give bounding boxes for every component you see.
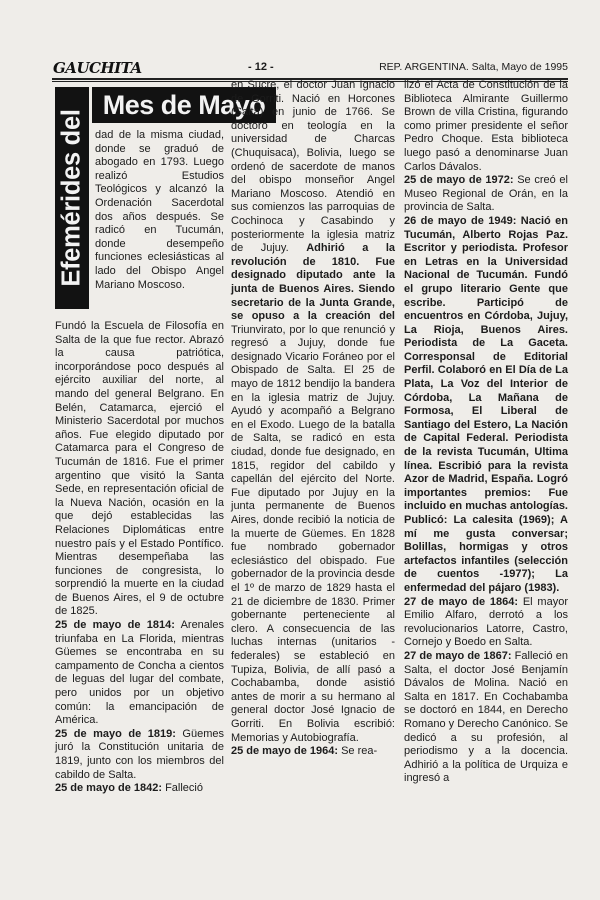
entry-1972: [404, 174, 568, 215]
entry-date: 25 de mayo de 1842:: [55, 782, 163, 795]
header-dateline: REP. ARGENTINA. Salta, Mayo de 1995: [379, 61, 568, 73]
entry-1814: [55, 619, 224, 728]
vertical-title-bar: [55, 87, 89, 309]
entry-date: 25 de mayo de 1814:: [55, 619, 175, 632]
column-1-body: [55, 320, 224, 796]
entry-date: 25 de mayo de 1819:: [55, 727, 176, 740]
logo-text: GAUCHITA: [53, 59, 142, 77]
column-2-paragraph: [231, 79, 395, 745]
entry-text: Arenales triunfaba en La Florida, mientras Güemes se encontraba en su campamento de Concha a cientos de leguas del lugar del combate, pero unidos por un objetivo común: la emancipación de América.: [55, 619, 224, 727]
entry-date: 27 de mayo de 1864:: [404, 595, 519, 608]
column-3: [404, 79, 568, 786]
entry-text: Falleció: [165, 782, 203, 795]
vertical-title: Efemérides del: [57, 109, 86, 287]
entry-text: Falleció en Salta, el doctor José Benjamín Dávalos de Molina. Nació en Salta en 1817. En Cochabamba se doctoró en 1844, en Derecho Romano y Derecho Canónico. Se dedicó a su profesión, al periodismo y a la docencia. Adhirió a la política de Urquiza e ingresó a: [404, 649, 568, 785]
column-1-paragraph: Fundó la Escuela de Filosofía en Salta de la que fue rector. Abrazó la causa patriótica, incorporándose poco después al ejército auxiliar del norte, al mando del general Belgrano. En Belén, Catamarca, ejerció el Ministerio Sacerdotal por muchos años. Fue elegido diputado por Catamarca para el Congreso de Tucumán de 1816. Fue el primer argentino que visitó la Santa Sede, en representación oficial de la Nueva Nación, ocasión en la que dejó establecidas las Relaciones Diplomáticas entre nuestro país y el Estado Pontífico. Mientras desempeñaba las funciones de congresista, lo sorprendió la muerte en la ciudad de Buenos Aires, el 9 de octubre de 1825.: [55, 320, 224, 618]
entry-text: Nació en Tucumán, Alberto Rojas Paz. Escritor y periodista. Profesor en Letras en la Universidad Nacional de Tucumán. Fundó el grupo literario Gente que escribe. Participó de encuentros en Córdoba, Jujuy, La Rioja, Buenos Aires. Periodista de La Gaceta. Corresponsal de Editorial Perfil. Colaboró en El Día de La Plata, La Voz del Interior de Córdoba, La Mañana de Formosa, El Liberal de Santiago del Estero, La Nación de Capital Federal. Periodista de la revista Tucumán, Ultima línea. Escribió para la revista Azor de Madrid, España. Logró importantes premios: Fue incluido en muchas antologías. Publicó: La calesita (1969); A mí me gusta conversar; Bolillas, hormigas y otros artefactos infantiles (selección de cuentos -1977); La enfermedad del pájaro (1983).: [404, 214, 568, 594]
entry-1819: [55, 728, 224, 782]
section-title: Mes de Mayo: [102, 89, 266, 120]
column-2: [231, 79, 395, 759]
page-header: [52, 58, 568, 80]
entry-1867: [404, 650, 568, 786]
gorriti-bio-cont: Triunvirato, por lo que renunció y regresó a Jujuy, donde fue designado Vicario Foráneo por el Obispado de Salta. El 25 de mayo de 1812 bendijo la bandera en la iglesia matriz de Jujuy. Ayudó y acompañó a Belgrano en el Exodo. Luego de la batalla de Salta, se radicó en esta ciudad, donde fue designado, en 1815, regidor del cabildo y capellán del ejército del Norte. Fue diputado por Jujuy en la junta permanente de Buenos Aires, donde recibió la noticia de la muerte de Güemes. En 1828 fue nombrado gobernador eclesiástico del obispado. Fue gobernador de la provincia desde el 1º de marzo de 1829 hasta el 21 de diciembre de 1830. Primer gobernante perteneciente al clero. A consecuencia de las luchas internas (unitarios -federales) se estableció en Tupiza, Bolivia, de allí pasó a Cochabamba, donde asistió antes de morir a su hermano al general doctor José Ignacio de Gorriti. En Bolivia escribió: Memorias y Autobiografía.: [231, 323, 395, 744]
gauchita-logo: [52, 58, 142, 78]
column-1-top: [95, 129, 224, 292]
column-3-paragraph: lizó el Acta de Constitución de la Biblioteca Almirante Guillermo Brown de villa Cristina, figurando como primer presidente el señor Pedro Choque. Esta biblioteca luego pasó a denominarse Juan Carlos Dávalos.: [404, 79, 568, 173]
entry-date: 25 de mayo de 1964:: [231, 745, 339, 758]
entry-date: 26 de mayo de 1949:: [404, 214, 517, 227]
gorriti-bio-bold: Adhirió a la revolución de 1810. Fue designado diputado ante la junta de Buenos Aires. Siendo secretario de la Junta Grande, se opuso a la creación del: [231, 242, 395, 323]
entry-1949: [404, 215, 568, 596]
entry-text: Güemes juró la Constitución unitaria de 1819, junto con los miembros del cabildo de Salta.: [55, 727, 224, 781]
entry-text: Se creó el Museo Regional de Orán, en la provincia de Salta.: [404, 174, 568, 214]
page-number: - 12 -: [248, 61, 274, 73]
gorriti-bio: en Sucre, el doctor Juan Ignacio de Gorriti. Nació en Horcones (Salta) en junio de 1766. Se doctoró en teología en la universidad de Charcas (Chuquisaca), Bolivia, luego se ordenó de sacerdote de manos del obispo monseñor Angel Mariano Moscoso. Atendió en sus comienzos las parroquias de Cochinoca y Casabindo y posteriormente la iglesia matriz de Jujuy.: [231, 79, 395, 255]
entry-1964: [231, 745, 395, 759]
entry-1842: [55, 782, 224, 796]
entry-date: 25 de mayo de 1972:: [404, 174, 514, 187]
entry-text: Se rea-: [341, 745, 378, 758]
entry-date: 27 de mayo de 1867:: [404, 649, 512, 662]
column-1-intro: dad de la misma ciudad, donde se graduó de abogado en 1793. Luego realizó Estudios Teológicos y alcanzó la Ordenación Sacerdotal dos años después. Se radicó en Tucumán, donde desempeño funciones eclesiásticas al lado del Obispo Angel Mariano Moscoso.: [95, 129, 224, 291]
entry-1864: [404, 596, 568, 650]
entry-text: El mayor Emilio Alfaro, derrotó a los revolucionarios Latorre, Castro, Cornejo y Boedo en Salta.: [404, 595, 568, 649]
